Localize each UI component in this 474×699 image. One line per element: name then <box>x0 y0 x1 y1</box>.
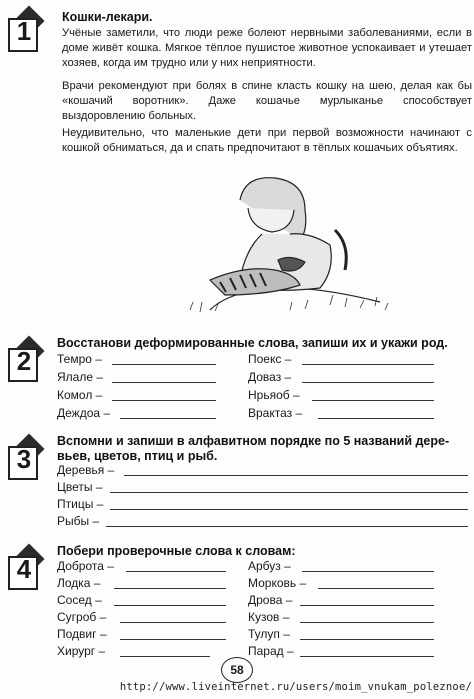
task-4-word: Сосед – <box>57 593 102 607</box>
footer-url: http://www.liveinternet.ru/users/moim_vnukam_poleznoe/ <box>119 681 472 693</box>
task-3-badge <box>6 434 52 480</box>
answer-line[interactable] <box>318 418 434 419</box>
answer-line[interactable] <box>300 639 434 640</box>
task-number: 4 <box>16 554 32 584</box>
answer-line[interactable] <box>110 492 468 493</box>
task-4-badge <box>6 544 52 590</box>
answer-line[interactable] <box>112 400 216 401</box>
task-3-category: Рыбы – <box>57 514 100 528</box>
answer-line[interactable] <box>106 526 468 527</box>
task-4-title: Побери проверочные слова к словам: <box>57 544 296 558</box>
task-4-word: Тулуп – <box>248 627 290 641</box>
task-2-word: Деждоа – <box>57 406 111 420</box>
answer-line[interactable] <box>302 382 434 383</box>
answer-line[interactable] <box>114 605 226 606</box>
answer-line[interactable] <box>300 656 434 657</box>
task-1-paragraph-3: Неудивительно, что маленькие дети при первой возможности начинают с кошкой обниматься, да и спать предпочитают в тёплых кошачьих объятиях. <box>62 127 472 154</box>
task-3-title-line-2: вьев, цветов, птиц и рыб. <box>57 449 218 463</box>
task-4-word: Морковь – <box>248 576 307 590</box>
answer-line[interactable] <box>120 639 226 640</box>
task-2-word: Комол – <box>57 388 103 402</box>
task-4-word: Хирург – <box>57 644 106 658</box>
task-2-word: Врактаз – <box>248 406 303 420</box>
task-3-category: Цветы – <box>57 480 103 494</box>
answer-line[interactable] <box>312 400 434 401</box>
answer-line[interactable] <box>318 588 434 589</box>
task-number: 1 <box>16 16 32 46</box>
task-4-word: Арбуз – <box>248 559 291 573</box>
task-3-category: Птицы – <box>57 497 104 511</box>
task-2-word: Темро – <box>57 352 102 366</box>
answer-line[interactable] <box>126 571 226 572</box>
task-4-word: Парад – <box>248 644 294 658</box>
task-3-title-line-1: Вспомни и запиши в алфавитном порядке по 5 названий дере- <box>57 434 450 448</box>
girl-with-cat-illustration <box>170 170 400 315</box>
task-4-word: Дрова – <box>248 593 293 607</box>
task-4-word: Подвиг – <box>57 627 107 641</box>
answer-line[interactable] <box>112 382 216 383</box>
page-number: 58 <box>221 657 253 683</box>
task-4-word: Доброта – <box>57 559 114 573</box>
answer-line[interactable] <box>302 364 434 365</box>
answer-line[interactable] <box>300 622 434 623</box>
answer-line[interactable] <box>110 509 468 510</box>
task-2-word: Ялале – <box>57 370 104 384</box>
answer-line[interactable] <box>124 475 468 476</box>
task-4-word: Лодка – <box>57 576 101 590</box>
task-1-paragraph-2: Врачи рекомендуют при болях в спине класть кошку на шею, делая как бы «кошачий воротник». Даже кошачье мурлыканье способствует выздоровлению больных. <box>62 80 472 122</box>
task-2-word: Доваз – <box>248 370 292 384</box>
task-number: 2 <box>16 346 32 376</box>
answer-line[interactable] <box>114 588 226 589</box>
task-3-category: Деревья – <box>57 463 115 477</box>
task-1-badge <box>6 6 52 52</box>
task-1-paragraph-1: Учёные заметили, что люди реже болеют нервными заболеваниями, если в доме живёт кошка. Мягкое тёплое пушистое животное успокаивает и утешает хозяев, когда им трудно или у них неприятности. <box>62 27 472 69</box>
task-2-badge <box>6 336 52 382</box>
task-number: 3 <box>16 444 32 474</box>
task-1-title: Кошки-лекари. <box>62 10 153 24</box>
task-4-word: Кузов – <box>248 610 290 624</box>
answer-line[interactable] <box>300 605 434 606</box>
answer-line[interactable] <box>120 656 210 657</box>
task-2-word: Поекс – <box>248 352 292 366</box>
task-2-word: Нрьяоб – <box>248 388 300 402</box>
answer-line[interactable] <box>112 364 216 365</box>
answer-line[interactable] <box>302 571 434 572</box>
answer-line[interactable] <box>120 418 216 419</box>
task-4-word: Сугроб – <box>57 610 107 624</box>
answer-line[interactable] <box>120 622 226 623</box>
task-2-title: Восстанови деформированные слова, запиши их и укажи род. <box>57 336 448 350</box>
